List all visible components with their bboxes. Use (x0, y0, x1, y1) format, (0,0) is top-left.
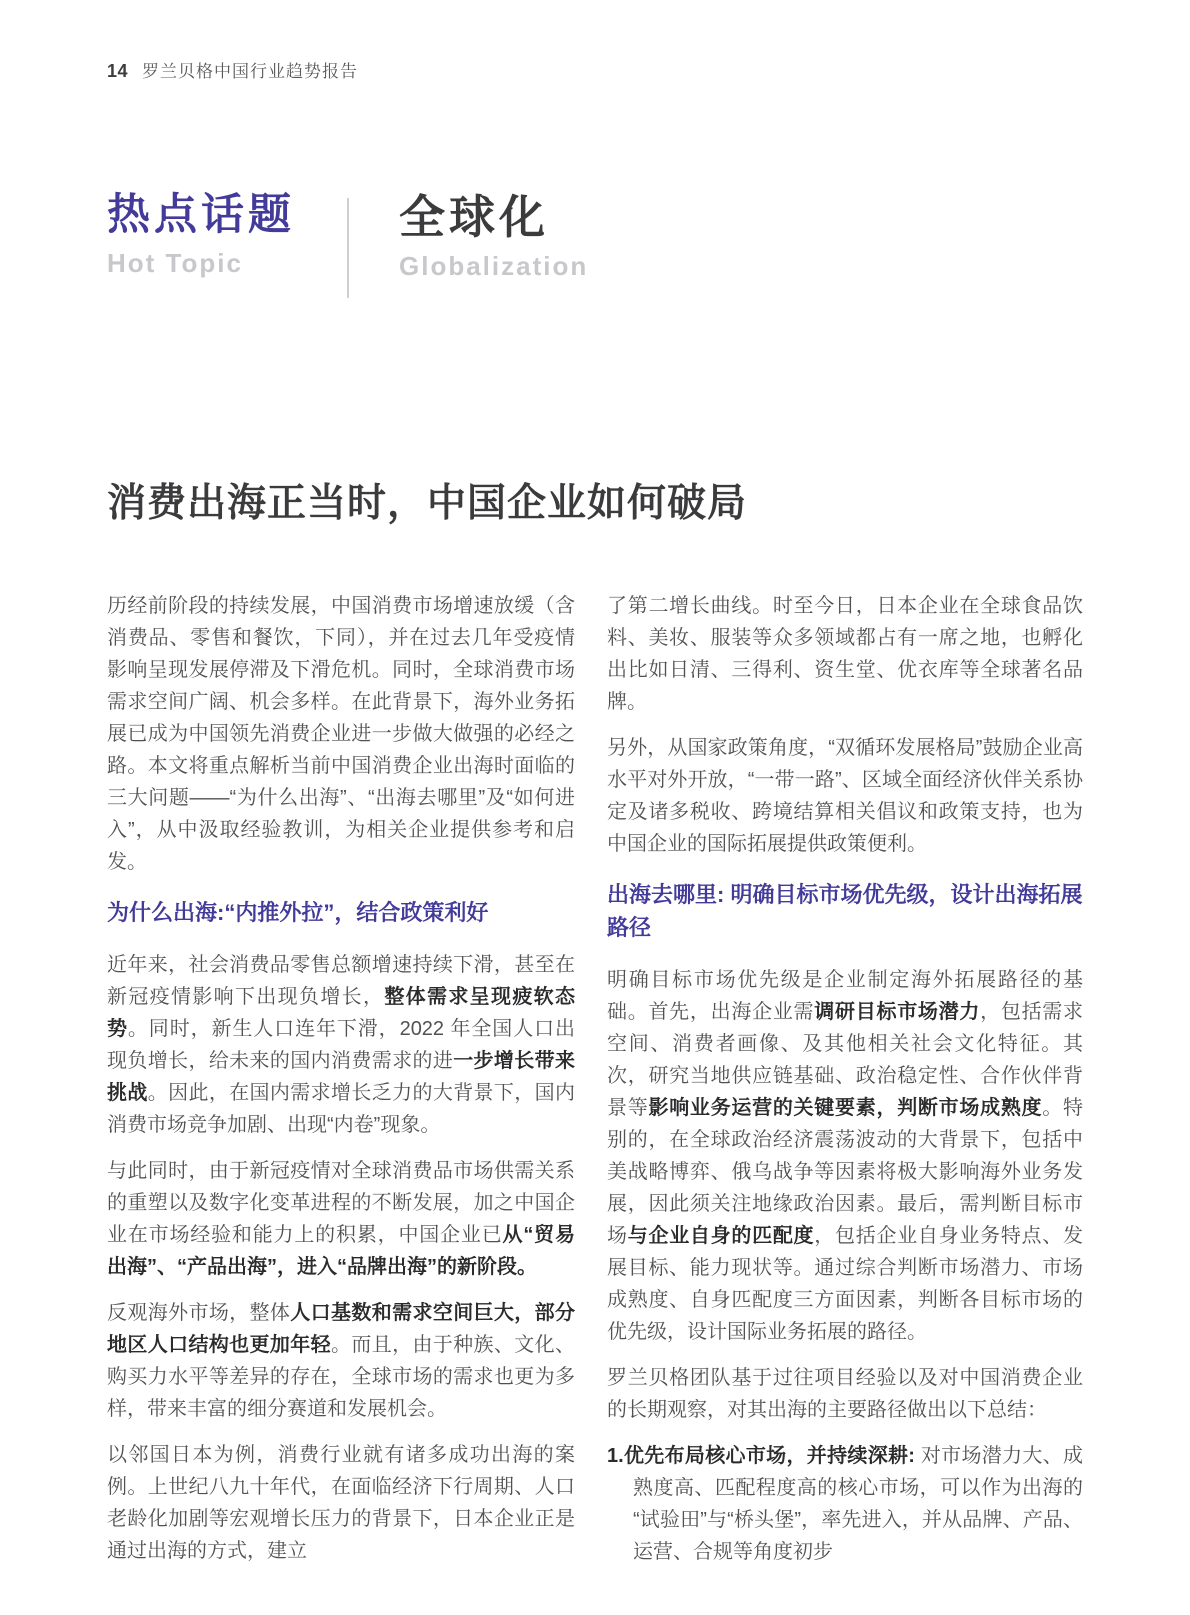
body-text: 反观海外市场，整体 (107, 1302, 291, 1324)
body-text: 历经前阶段的持续发展，中国消费市场增速放缓（含消费品、零售和餐饮，下同），并在过去几年受疫情影响呈现发展停滞及下滑危机。同时，全球消费市场需求空间广阔、机会多样。在此背景下，海外业务拓展已成为中国领先消费企业进一步做大做强的必经之路。本文将重点解析当前中国消费企业出海时面临的三大问题——“为什么出海”、“出海去哪里”及“如何进入”，从中汲取经验教训，为相关企业提供参考和启发。 (107, 595, 575, 873)
emphasis-text: 出海去哪里: 明确目标市场优先级，设计出海拓展路径 (607, 882, 1083, 940)
emphasis-text: 1.优先布局核心市场，并持续深耕: (607, 1445, 915, 1467)
topic-category-block (107, 190, 347, 279)
paragraph (107, 1297, 575, 1425)
body-text: ，包括企业自身业务特点、发展目标、能力现状等。通过综合判断市场潜力、市场成熟度、自身匹配度三方面因素，判断各目标市场的优先级，设计国际业务拓展的路径。 (607, 1225, 1084, 1343)
numbered-list-item (607, 1440, 1083, 1568)
article-body (107, 590, 1083, 1582)
paragraph (107, 1439, 575, 1567)
paragraph (607, 964, 1083, 1348)
article-title: 消费出海正当时，中国企业如何破局 (107, 482, 748, 525)
report-title: 罗兰贝格中国行业趋势报告 (142, 62, 359, 81)
section-heading (607, 878, 1083, 944)
topic-category-en: Hot Topic (107, 247, 243, 278)
page-header (107, 57, 1083, 82)
topic-category-cn: 热点话题 (107, 191, 295, 239)
emphasis-text: 与企业自身的匹配度 (627, 1225, 815, 1247)
emphasis-text: 人口基数和需求空间巨大，部分地区人口结构也更加年轻 (107, 1302, 576, 1356)
emphasis-text: 整体需求呈现疲软态势 (107, 986, 576, 1040)
topic-title-block (399, 190, 588, 282)
paragraph (607, 1362, 1083, 1426)
paragraph (607, 732, 1083, 860)
body-text: 。同时，新生人口连年下滑，2022 年全国人口出现负增长，给未来的国内消费需求的进 (107, 1018, 575, 1072)
body-text: 。特别的，在全球政治经济震荡波动的大背景下，包括中美战略博弈、俄乌战争等因素将极大影响海外业务发展，因此须关注地缘政治因素。最后，需判断目标市场 (607, 1097, 1084, 1247)
body-text: 近年来，社会消费品零售总额增速持续下滑，甚至在新冠疫情影响下出现负增长， (107, 954, 575, 1008)
emphasis-text: 一步增长带来挑战 (107, 1050, 576, 1104)
emphasis-text: 从“贸易出海”、“产品出海”，进入“品牌出海”的新阶段。 (107, 1224, 576, 1278)
left-column (107, 590, 575, 1582)
body-text: 对市场潜力大、成熟度高、匹配程度高的核心市场，可以作为出海的“试验田”与“桥头堡”，率先进入，并从品牌、产品、运营、合规等角度初步 (633, 1445, 1083, 1563)
body-text: 以邻国日本为例，消费行业就有诸多成功出海的案例。上世纪八九十年代，在面临经济下行周期、人口老龄化加剧等宏观增长压力的背景下，日本企业正是通过出海的方式，建立 (107, 1444, 575, 1562)
topic-banner (107, 190, 1083, 298)
emphasis-text: 调研目标市场潜力 (814, 1001, 981, 1023)
topic-title-cn: 全球化 (399, 191, 549, 243)
body-text: ，包括需求空间、消费者画像、及其他相关社会文化特征。其次，研究当地供应链基础、政治稳定性、合作伙伴背景等 (607, 1001, 1084, 1119)
body-text: 了第二增长曲线。时至今日，日本企业在全球食品饮料、美妆、服装等众多领域都占有一席之地，也孵化出比如日清、三得利、资生堂、优衣库等全球著名品牌。 (607, 595, 1083, 713)
right-column (607, 590, 1083, 1582)
body-text: 。因此，在国内需求增长乏力的大背景下，国内消费市场竞争加剧、出现“内卷”现象。 (107, 1082, 576, 1136)
topic-title-en: Globalization (399, 251, 589, 282)
body-text: 明确目标市场优先级是企业制定海外拓展路径的基础。首先，出海企业需 (607, 969, 1083, 1023)
paragraph (107, 1155, 575, 1283)
body-text: 与此同时，由于新冠疫情对全球消费品市场供需关系的重塑以及数字化变革进程的不断发展，加之中国企业在市场经验和能力上的积累，中国企业已 (107, 1160, 575, 1246)
body-text: 。而且，由于种族、文化、购买力水平等差异的存在，全球市场的需求也更为多样，带来丰富的细分赛道和发展机会。 (107, 1334, 575, 1420)
vertical-divider (347, 198, 349, 298)
emphasis-text: 影响业务运营的关键要素，判断市场成熟度 (648, 1097, 1043, 1119)
paragraph (107, 590, 575, 878)
page-number: 14 (107, 61, 129, 81)
body-text: 另外，从国家政策角度，“双循环发展格局”鼓励企业高水平对外开放，“一带一路”、区域全面经济伙伴关系协定及诸多税收、跨境结算相关倡议和政策支持，也为中国企业的国际拓展提供政策便利。 (607, 737, 1083, 855)
emphasis-text: 为什么出海:“内推外拉”，结合政策利好 (107, 900, 489, 925)
paragraph (607, 590, 1083, 718)
body-text: 罗兰贝格团队基于过往项目经验以及对中国消费企业的长期观察，对其出海的主要路径做出以下总结： (607, 1367, 1083, 1421)
section-heading (107, 896, 575, 929)
paragraph (107, 949, 575, 1141)
